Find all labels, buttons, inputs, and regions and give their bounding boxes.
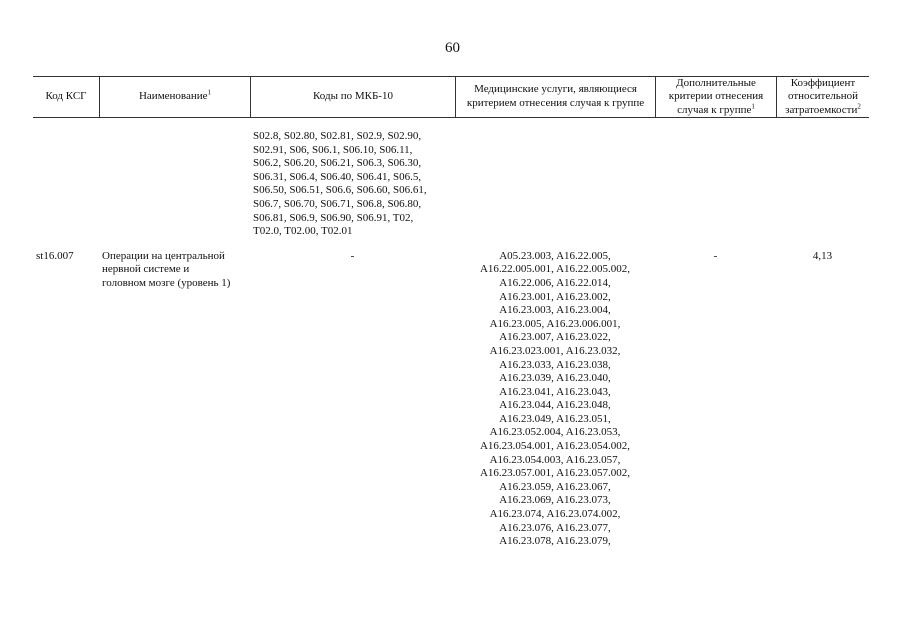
footnote-mark: 1: [751, 102, 755, 111]
service-line: A16.23.033, A16.23.038,: [499, 358, 611, 371]
ksg-code: st16.007: [36, 249, 74, 262]
service-line: A16.23.007, A16.23.022,: [499, 331, 611, 344]
service-line: A16.23.039, A16.23.040,: [499, 372, 611, 385]
service-line: A16.23.005, A16.23.006.001,: [489, 317, 621, 330]
service-line: A05.23.003, A16.22.005,: [499, 249, 611, 262]
header-code-label: Код КСГ: [45, 90, 87, 103]
header-additional: [655, 77, 776, 117]
service-line: A16.23.074, A16.23.074.002,: [489, 508, 621, 521]
service-line: A16.23.076, A16.23.077,: [499, 521, 611, 534]
header-additional-label: Дополнительные критерии отнесения случая к группе: [668, 76, 764, 116]
mkb-line: S06.81, S06.9, S06.90, S06.91, T02,: [253, 211, 414, 224]
ksg-name-line: нервной системе и: [102, 263, 190, 276]
ksg-name-line: головном мозге (уровень 1): [102, 276, 231, 289]
ksg-name: [99, 250, 250, 549]
mkb-line: S02.91, S06, S06.1, S06.10, S06.11,: [253, 143, 413, 156]
service-line: A16.23.054.003, A16.23.057,: [489, 453, 621, 466]
header-mkb: [250, 77, 455, 117]
mkb-line: S06.2, S06.20, S06.21, S06.3, S06.30,: [253, 157, 422, 170]
service-line: A16.22.006, A16.22.014,: [499, 276, 611, 289]
additional-criteria: -: [713, 249, 718, 262]
mkb-line: S02.8, S02.80, S02.81, S02.9, S02.90,: [253, 130, 422, 142]
service-line: A16.23.023.001, A16.23.032,: [489, 344, 621, 357]
header-services-label: Медицинские услуги, являющиеся критерием отнесения случая к группе: [466, 83, 645, 109]
service-line: A16.23.078, A16.23.079,: [499, 535, 611, 548]
medical-services-list: [455, 250, 655, 549]
mkb-line: T02.0, T02.00, T02.01: [253, 225, 353, 238]
table-row: [33, 250, 869, 549]
service-line: A16.23.049, A16.23.051,: [499, 412, 611, 425]
service-line: A16.23.001, A16.23.002,: [499, 290, 611, 303]
mkb-line: S06.31, S06.4, S06.40, S06.41, S06.5,: [253, 170, 422, 183]
service-line: A16.22.005.001, A16.22.005.002,: [479, 263, 631, 276]
ksg-table: [33, 76, 869, 549]
footnote-mark: 1: [207, 88, 212, 97]
service-line: A16.23.057.001, A16.23.057.002,: [479, 467, 631, 480]
header-mkb-label: Коды по МКБ-10: [313, 90, 393, 103]
service-line: A16.23.059, A16.23.067,: [499, 480, 611, 493]
page-number: 60: [445, 40, 460, 56]
service-line: A16.23.041, A16.23.043,: [499, 385, 611, 398]
service-line: A16.23.044, A16.23.048,: [499, 399, 611, 412]
header-coef: [776, 77, 869, 117]
header-services: [455, 77, 655, 117]
mkb-codes: -: [350, 249, 355, 262]
mkb-line: S06.50, S06.51, S06.6, S06.60, S06.61,: [253, 184, 427, 197]
mkb-codes-list: [250, 130, 455, 239]
service-line: A16.23.054.001, A16.23.054.002,: [479, 440, 631, 453]
table-header: [33, 76, 869, 118]
cost-coefficient: 4,13: [812, 249, 833, 262]
header-name-label: Наименование: [138, 90, 208, 103]
header-name: [99, 77, 250, 117]
header-code: [33, 77, 99, 117]
service-line: A16.23.052.004, A16.23.053,: [489, 426, 621, 439]
service-line: A16.23.069, A16.23.073,: [499, 494, 611, 507]
mkb-line: S06.7, S06.70, S06.71, S06.8, S06.80,: [253, 197, 422, 210]
footnote-mark: 2: [857, 102, 861, 111]
table-row-continuation: [33, 130, 869, 239]
header-coef-label: Коэффициент относительной затратоемкости: [785, 76, 859, 116]
service-line: A16.23.003, A16.23.004,: [499, 304, 611, 317]
ksg-name-line: Операции на центральной: [102, 249, 225, 262]
